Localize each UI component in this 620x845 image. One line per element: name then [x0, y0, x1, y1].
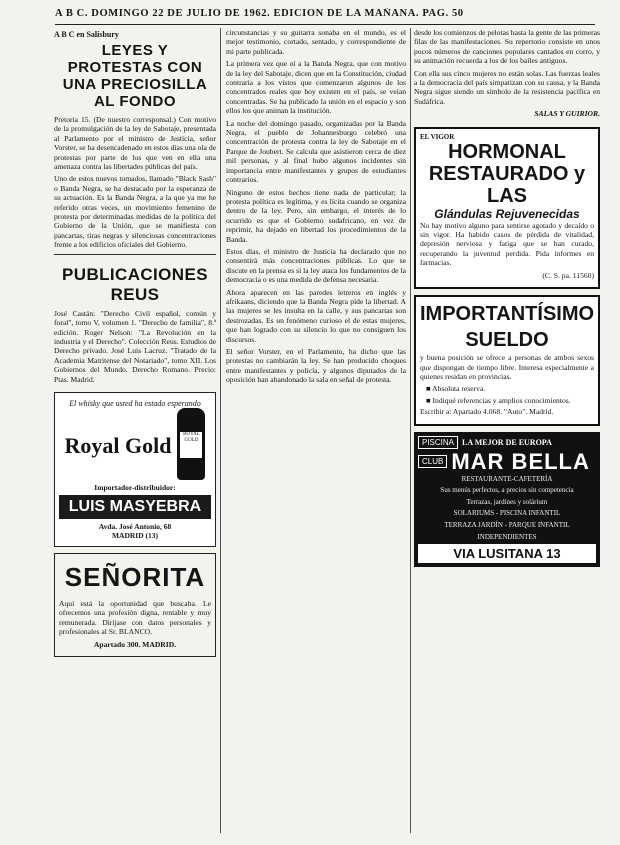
royal-tagline: El whisky que usted ha estado esperando [69, 398, 201, 408]
royal-distributor: LUIS MASYEBRA [59, 495, 211, 519]
page-header: A B C. DOMINGO 22 DE JULIO DE 1962. EDICION DE LA MAÑANA. PAG. 50 [55, 8, 464, 19]
marbella-ad [414, 432, 600, 568]
senorita-text: Aquí está la oportunidad que buscaba. Le ofrecemos una profesión digna, rentable y muy remunerada. Diríjase con datos personales y profesionales al Sr. BLANCO. [59, 598, 211, 637]
sueldo-bullet: ■ Absoluta reserva. [426, 384, 486, 394]
marbella-piscina: PISCINA [418, 436, 458, 449]
column-1 [54, 28, 216, 835]
sueldo-text: y buena posición se ofrece a personas de ambos sexos que dispongan de tiempo libre. Interesa especialmente a quienes residan en provincias. [420, 353, 594, 381]
publicaciones-text: José Castán: "Derecho Civil español, común y foral", tomo V, volumen 1. "Derecho de familia", 8.ª edición. Roger Nelson: "La Revolución en la industria y el Derecho". Colección Reus. Estudios de Derecho privado. José Luis Lacruz. "Tratado de la Academia Matritense del Notariado", tomo XII. Los Gobiernos del Mundo. Derecho Romano. Precio: Ptas. Madrid. [54, 308, 216, 384]
royal-city: MADRID (13) [111, 530, 159, 540]
article-signature: SALAS Y GUIRIOR. [534, 109, 600, 119]
sueldo-ad [414, 295, 600, 425]
sueldo-title: IMPORTANTÍSIMO SUELDO [420, 303, 595, 352]
article-paragraph: Estos días, el ministro de Justicia ha declarado que no consentirá más concentraciones públicas. Lo que se discute en la prensa es si la ley ataca los fundamentos de la democracia o es una medida de defensa necesaria. [226, 246, 406, 285]
article-headline: LEYES Y PROTESTAS CON UNA PRECIOSILLA AL FONDO [62, 42, 208, 110]
publicaciones-title: PUBLICACIONES REUS [62, 264, 208, 304]
divider [54, 254, 216, 255]
article-paragraph: Uno de estos nuevos tomados, llamado "Black Sash" o Banda Negra, se ha destacado por la esperanza de su actuación. Es la Banda Negra, a la que ya me he referido otras veces, un movimiento femenino de protesta por determinadas medidas de la política del Gobierno de la Unión, que se manifiesta con pancartas, tiras negras y silenciosas concentraciones frente a los edificios oficiales del Gobierno. [54, 174, 216, 250]
marbella-line: Sus menús perfectos, a precios sin competencia [440, 486, 574, 495]
hormonal-ref: (C. S. pa. 11560) [542, 270, 594, 280]
article-paragraph: El señor Vorster, en el Parlamento, ha dicho que las protestas no cambiarán la ley. Se han producido choques entre manifestantes y policía, y algunos diputados de la oposición han abandonado la sala en señal de protesta. [226, 347, 406, 385]
royal-distributor-label: Importador-distribuidor: [94, 482, 176, 492]
column-2 [226, 28, 406, 835]
marbella-name: MAR BELLA [451, 448, 590, 474]
article-paragraph: Con ella sus cinco mujeres no están solas. Las fuerzas leales a la democracia del país simpatizan con su causa, y la Banda Negra sigue siendo un símbolo de la resistencia pacífica en Sudáfrica. [414, 68, 600, 106]
marbella-line: SOLARIUMS - PISCINA INFANTIL [453, 509, 561, 518]
hormonal-subtitle: Glándulas Rejuvenecidas [434, 206, 580, 221]
article-paragraph: La noche del domingo pasado, organizadas por la Banda Negra, el pueblo de Johannesburgo celebró una concentración de protesta contra la ley de Sabotaje en el Parque de Joubert. Se calcula que asistieron cerca de diez mil personas, y al final hubo algunos incidentes sin importancia entre manifestantes y grupos de estudiantes contrarios. [226, 118, 406, 185]
marbella-line: RESTAURANTE-CAFETERÍA [461, 474, 553, 483]
marbella-line: Terrazas, jardines y solárium [466, 497, 548, 506]
marbella-slogan: LA MEJOR DE EUROPA [462, 437, 552, 447]
marbella-line: TERRAZA JARDÍN - PARQUE INFANTIL [444, 520, 570, 529]
senorita-ad [54, 553, 216, 657]
marbella-club: CLUB [418, 455, 447, 468]
hormonal-el: EL VIGOR [420, 132, 455, 141]
article-paragraph: Ahora aparecen en las paredes letreros en inglés y afrikaans, diciendo que la Banda Negra pide la libertad. A las mujeres se les insulta en la calle, y sus pancartas son destrozadas. Es un fenómeno curioso el de estas mujeres, que han logrado con su silencio lo que no consiguen los discursos. [226, 287, 406, 344]
hormonal-ad [414, 127, 600, 289]
royal-gold-ad [54, 392, 216, 547]
hormonal-text: No hay motivo alguno para sentirse agotado y decaído o sin vigor. Ha habido casos de pérdida de vitalidad, depresión nerviosa y fatiga que se han curado, recuperando la juventud perdida. Pida informes en farmacias. [420, 220, 594, 268]
section-label: A B C en Salisbury [54, 30, 119, 39]
header-rule [55, 24, 595, 25]
hormonal-title: HORMONAL RESTAURADO y LAS [428, 140, 586, 207]
whisky-bottle-icon: ROYAL GOLD [177, 408, 205, 480]
royal-address: Avda. José Antonio, 68 [98, 521, 172, 531]
article-paragraph: Pretoria 15. (De nuestro corresponsal.) Con motivo de la promulgación de la ley de Sabotaje, presentada al Parlamento por el ministro de Justicia, señor Vorster, se ha desencadenado en estos días una ola de protestas por parte de los que ven en ella una amenaza contra las libertades públicas del país. [54, 115, 216, 172]
column-3 [414, 28, 600, 835]
senorita-title: SEÑORITA [64, 561, 206, 592]
column-divider-1 [220, 28, 221, 833]
sueldo-bullet: ■ Indiqué referencias y amplios conocimientos. [426, 395, 571, 405]
article-paragraph: circunstancias y su guitarra sonaba en el mundo, es el mejor testimonio, cortado, sentado, y correspondiente de mi parte publicada. [226, 28, 406, 56]
article-paragraph: desde los comienzos de pelotas hasta la gente de las primeras filas de las manifestaciones. Su repertorio consiste en unos pocos números de canciones populares cantados en corro, y su animación recuerda a los de los bailes antiguos. [414, 28, 600, 66]
sueldo-address: Escribir a: Apartado 4.068. "Auto". Madrid. [420, 407, 554, 417]
article-paragraph: Ninguno de estos hechos tiene nada de particular; la protesta política es legítima, y es lícita cuando se organiza dentro de la ley. Pero, sin embargo, el interés de lo ocurrido es que el Gobierno sudafricano, en vez de reprimir, ha dejado en libertad los procedimientos de la Banda. [226, 187, 406, 244]
article-paragraph: La primera vez que oí a la Banda Negra, que con motivo de la ley del Sabotaje, dicen que en la Constitución, ciudad contraria a los vistos que comenzaron algunos de los concentrados reales que hoy existen en el país, se veían concentradas. Se ha publicado la unión en el espacio y son ellos los que animan la institución. [226, 59, 406, 116]
column-divider-2 [410, 28, 411, 833]
royal-brand-name: Royal Gold [64, 432, 172, 458]
senorita-address: Apartado 300. MADRID. [93, 639, 177, 649]
marbella-address: VIA LUSITANA 13 [418, 544, 596, 563]
marbella-line: INDEPENDIENTES [477, 532, 537, 541]
